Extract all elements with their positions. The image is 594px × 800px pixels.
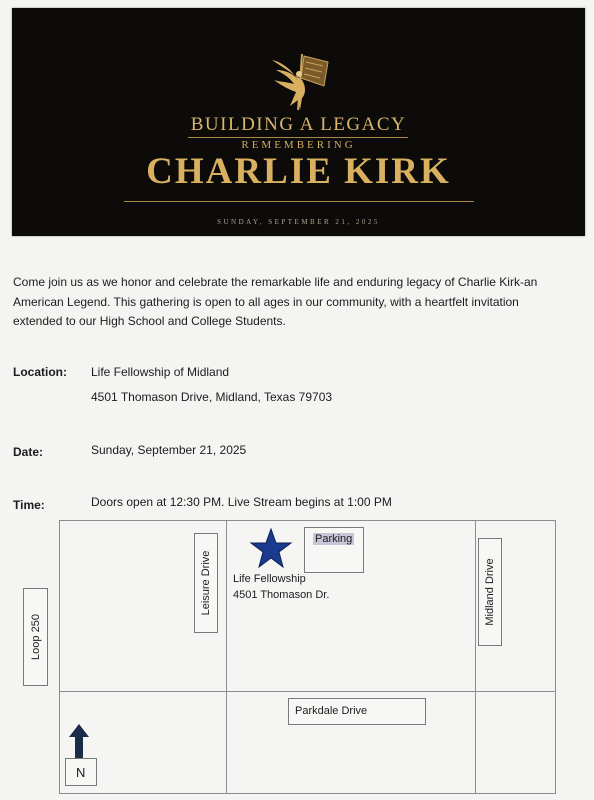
directions-map <box>59 520 556 794</box>
north-label: N <box>76 765 86 780</box>
intro-line-2: American Legend. This gathering is open to all ages in our community, with a heartfelt invitation <box>13 294 519 309</box>
midland-drive-text: Midland Drive <box>484 558 496 626</box>
road-line-leisure <box>226 521 227 793</box>
parkdale-drive-text: Parkdale Drive <box>295 705 368 717</box>
event-banner <box>12 8 585 236</box>
leisure-drive-label <box>194 533 218 633</box>
location-name: Life Fellowship of Midland <box>91 365 230 379</box>
eagle-flag-emblem-icon <box>268 50 332 116</box>
loop-250-text: Loop 250 <box>29 614 42 660</box>
leisure-drive-text: Leisure Drive <box>200 550 212 616</box>
location-address: 4501 Thomason Drive, Midland, Texas 79703 <box>91 390 333 404</box>
time-label: Time: <box>13 498 45 512</box>
intro-line-1: Come join us as we honor and celebrate the remarkable life and enduring legacy of Charlie Kirk-an <box>13 275 538 289</box>
venue-name: Life Fellowship <box>233 573 306 585</box>
venue-address: 4501 Thomason Dr. <box>233 589 330 601</box>
venue-star-icon <box>249 528 293 570</box>
parking-label: Parking <box>315 533 353 545</box>
banner-divider-bottom <box>124 201 474 202</box>
banner-heading: BUILDING A LEGACY <box>190 114 407 135</box>
north-arrow-icon <box>67 723 91 759</box>
banner-date: SUNDAY, SEPTEMBER 21, 2025 <box>217 218 380 226</box>
intro-paragraph <box>13 273 573 332</box>
date-value: Sunday, September 21, 2025 <box>91 443 247 457</box>
loop-250-road-label <box>23 588 48 686</box>
parkdale-drive-label <box>288 698 426 725</box>
parking-lot <box>304 527 364 573</box>
location-label: Location: <box>13 365 67 379</box>
banner-divider-top <box>188 137 408 138</box>
time-value: Doors open at 12:30 PM. Live Stream begins at 1:00 PM <box>91 495 392 509</box>
intro-line-3: extended to our High School and College Students. <box>13 314 286 328</box>
road-line-midland <box>475 521 476 793</box>
banner-subheading: REMEMBERING <box>241 139 356 151</box>
banner-name: CHARLIE KIRK <box>146 151 451 192</box>
midland-drive-label <box>478 538 502 646</box>
date-label: Date: <box>13 445 44 459</box>
north-indicator <box>65 758 97 786</box>
road-line-parkdale <box>60 691 555 692</box>
